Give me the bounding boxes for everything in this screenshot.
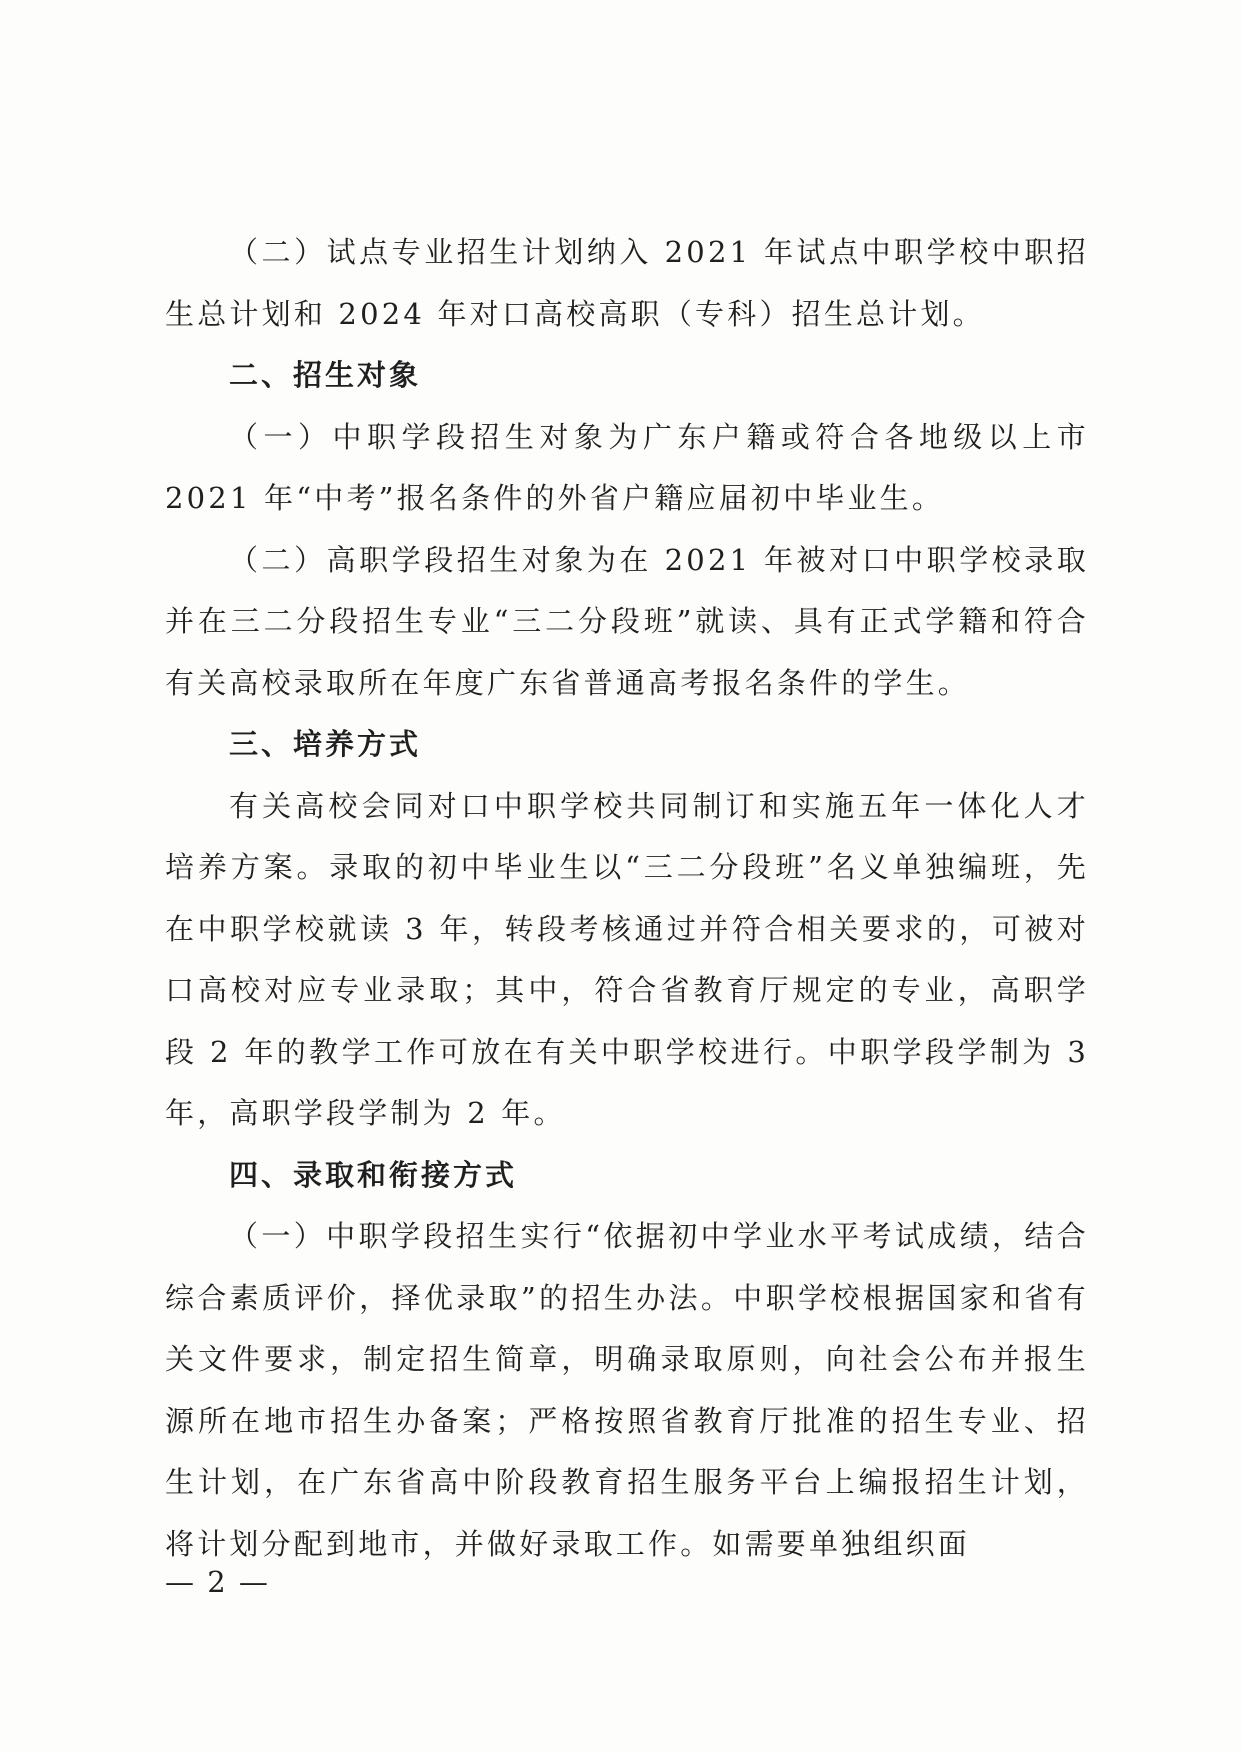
paragraph-training-method: 有关高校会同对口中职学校共同制订和实施五年一体化人才培养方案。录取的初中毕业生以“三二分段班”名义单独编班，先在中职学校就读 3 年，转段考核通过并符合相关要求的，可被对口高校对应专业录取；其中，符合省教育厅规定的专业，高职学段 2 年的教学工作可放在有关中职学校进行。中职学段学制为 3 年，高职学段学制为 2 年。 (165, 788, 1089, 1130)
paragraph-secondary-admission: （一）中职学段招生实行“依据初中学业水平考试成绩，结合综合素质评价，择优录取”的招生办法。中职学校根据国家和省有关文件要求，制定招生简章，明确录取原则，向社会公布并报生源所在地市招生办备案；严格按照省教育厅批准的招生专业、招生计划，在广东省高中阶段教育招生服务平台上编报招生计划，将计划分配到地市，并做好录取工作。如需要单独组织面 (165, 1219, 1089, 1561)
paragraph-enrollment-plan: （二）试点专业招生计划纳入 2021 年试点中职学校中职招生总计划和 2024 年对口高校高职（专科）招生总计划。 (165, 235, 1089, 331)
paragraph-higher-vocational-targets: （二）高职学段招生对象为在 2021 年被对口中职学校录取并在三二分段招生专业“三二分段班”就读、具有正式学籍和符合有关高校录取所在年度广东省普通高考报名条件的学生。 (165, 542, 1089, 700)
page-number: — 2 — (165, 1565, 270, 1599)
section-heading-enrollment-targets: 二、招生对象 (229, 358, 422, 392)
section-heading-admission-method: 四、录取和衔接方式 (229, 1157, 518, 1192)
section-heading-training-method: 三、培养方式 (229, 727, 422, 761)
document-body (165, 222, 1089, 1575)
paragraph-secondary-targets: （一）中职学段招生对象为广东户籍或符合各地级以上市 2021 年“中考”报名条件的外省户籍应届初中毕业生。 (165, 419, 1089, 515)
